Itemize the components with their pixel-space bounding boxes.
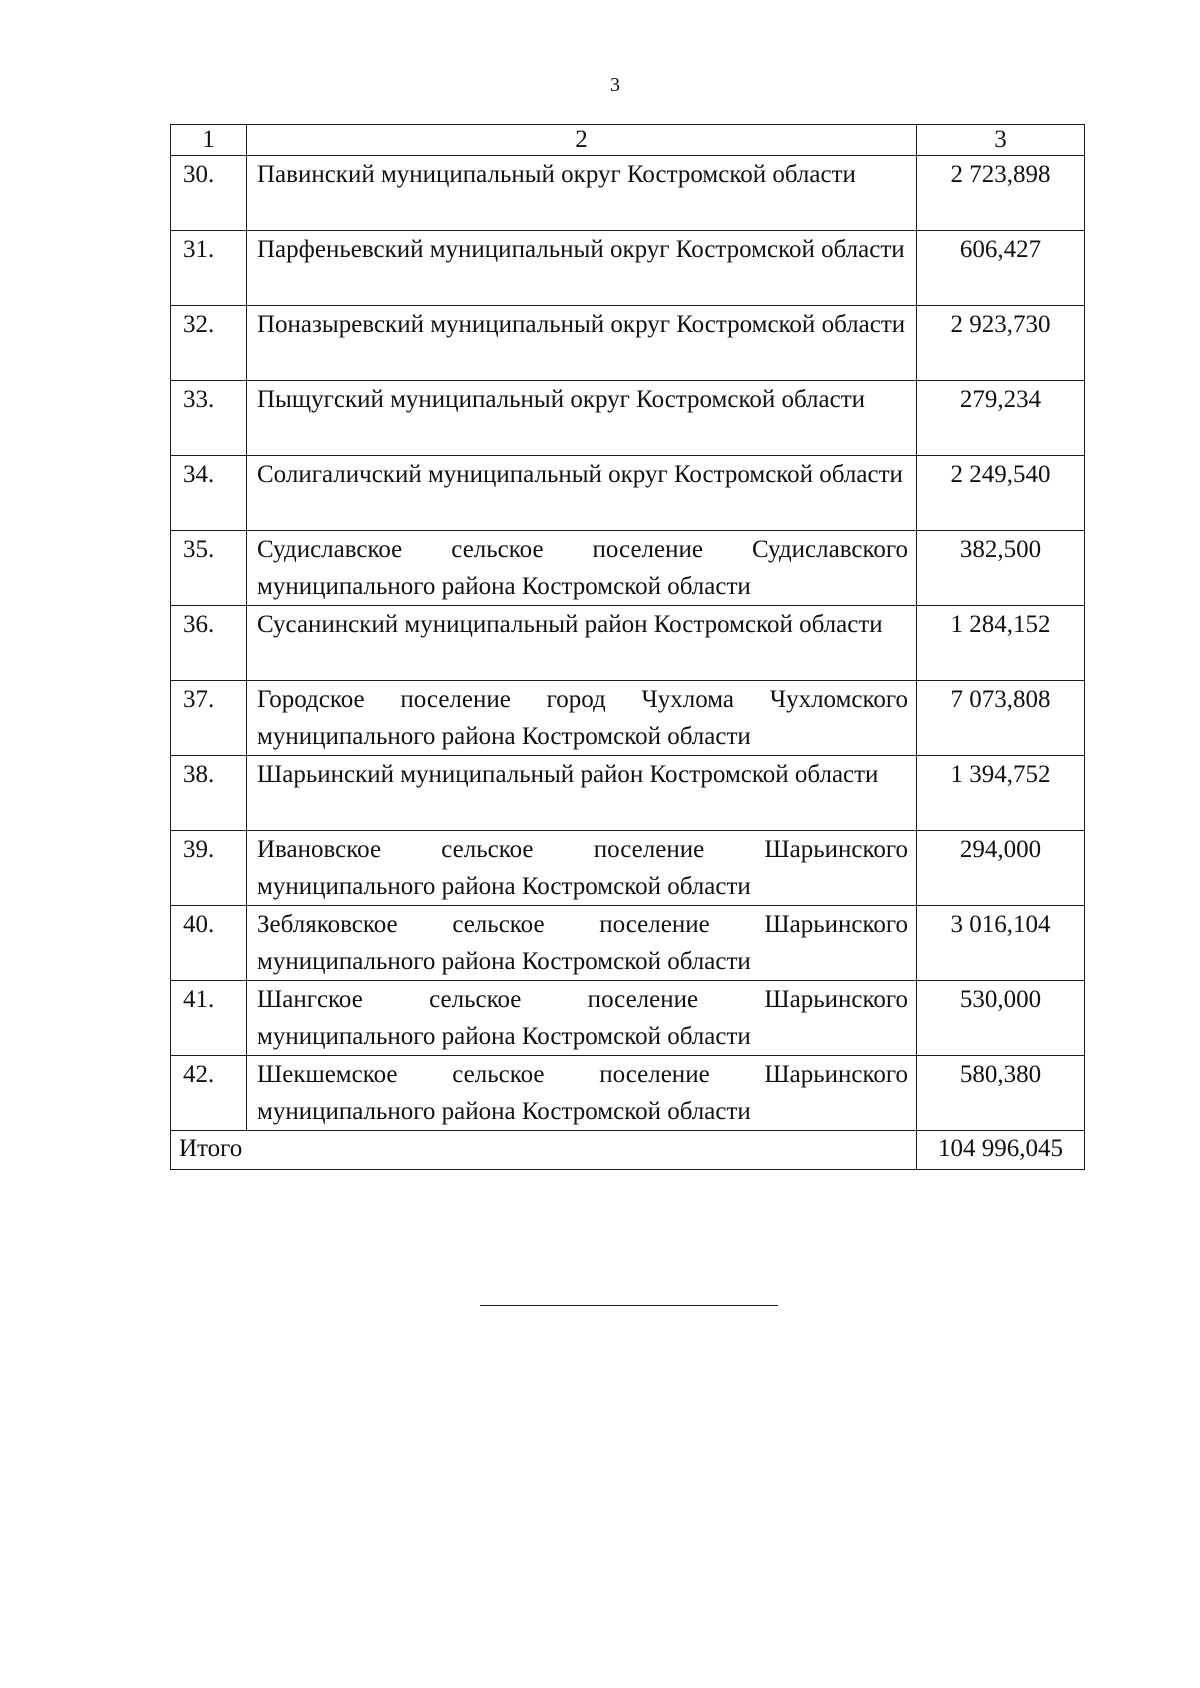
amount-value: 580,380 (917, 1056, 1085, 1131)
row-number: 40. (171, 906, 247, 981)
table-row (171, 156, 1085, 231)
municipality-name: Пыщугский муниципальный округ Костромской области (247, 381, 917, 456)
table-row (171, 1056, 1085, 1131)
row-number: 30. (171, 156, 247, 231)
municipality-name: Павинский муниципальный округ Костромской области (247, 156, 917, 231)
amount-value: 606,427 (917, 231, 1085, 306)
row-number: 35. (171, 531, 247, 606)
page-number: 3 (610, 74, 620, 96)
row-number: 34. (171, 456, 247, 531)
row-number: 33. (171, 381, 247, 456)
amount-value: 3 016,104 (917, 906, 1085, 981)
amount-value: 1 394,752 (917, 756, 1085, 831)
amount-value: 382,500 (917, 531, 1085, 606)
amount-value: 2 723,898 (917, 156, 1085, 231)
municipality-name: Солигаличский муниципальный округ Костромской области (247, 456, 917, 531)
header-cell-1: 1 (171, 125, 247, 156)
header-cell-3: 3 (917, 125, 1085, 156)
amount-value: 530,000 (917, 981, 1085, 1056)
municipality-name: Шангское сельское поселение Шарьинского муниципального района Костромской области (247, 981, 917, 1056)
municipality-name: Шарьинский муниципальный район Костромской области (247, 756, 917, 831)
amount-value: 7 073,808 (917, 681, 1085, 756)
municipality-name: Зебляковское сельское поселение Шарьинского муниципального района Костромской области (247, 906, 917, 981)
table-row (171, 381, 1085, 456)
total-label: Итого (171, 1131, 917, 1170)
municipality-name: Ивановское сельское поселение Шарьинского муниципального района Костромской области (247, 831, 917, 906)
municipality-name: Сусанинский муниципальный район Костромской области (247, 606, 917, 681)
table-row (171, 831, 1085, 906)
table-row (171, 606, 1085, 681)
municipality-name: Судиславское сельское поселение Судиславского муниципального района Костромской области (247, 531, 917, 606)
row-number: 36. (171, 606, 247, 681)
amount-value: 2 249,540 (917, 456, 1085, 531)
municipality-name: Городское поселение город Чухлома Чухломского муниципального района Костромской области (247, 681, 917, 756)
amount-value: 294,000 (917, 831, 1085, 906)
table-row (171, 456, 1085, 531)
allocation-table (170, 124, 1085, 1170)
row-number: 39. (171, 831, 247, 906)
municipality-name: Парфеньевский муниципальный округ Костромской области (247, 231, 917, 306)
table-row (171, 231, 1085, 306)
amount-value: 1 284,152 (917, 606, 1085, 681)
row-number: 37. (171, 681, 247, 756)
amount-value: 279,234 (917, 381, 1085, 456)
total-row (171, 1131, 1085, 1170)
row-number: 42. (171, 1056, 247, 1131)
amount-value: 2 923,730 (917, 306, 1085, 381)
municipality-name: Поназыревский муниципальный округ Костромской области (247, 306, 917, 381)
closing-divider-line (480, 1305, 778, 1306)
row-number: 32. (171, 306, 247, 381)
table-row (171, 906, 1085, 981)
table-row (171, 531, 1085, 606)
row-number: 38. (171, 756, 247, 831)
row-number: 31. (171, 231, 247, 306)
table-row (171, 681, 1085, 756)
municipality-name: Шекшемское сельское поселение Шарьинского муниципального района Костромской области (247, 1056, 917, 1131)
row-number: 41. (171, 981, 247, 1056)
table-row (171, 756, 1085, 831)
table-header-row (171, 125, 1085, 156)
table-row (171, 981, 1085, 1056)
header-cell-2: 2 (247, 125, 917, 156)
table-row (171, 306, 1085, 381)
table-body (171, 125, 1085, 1170)
total-value: 104 996,045 (917, 1131, 1085, 1170)
